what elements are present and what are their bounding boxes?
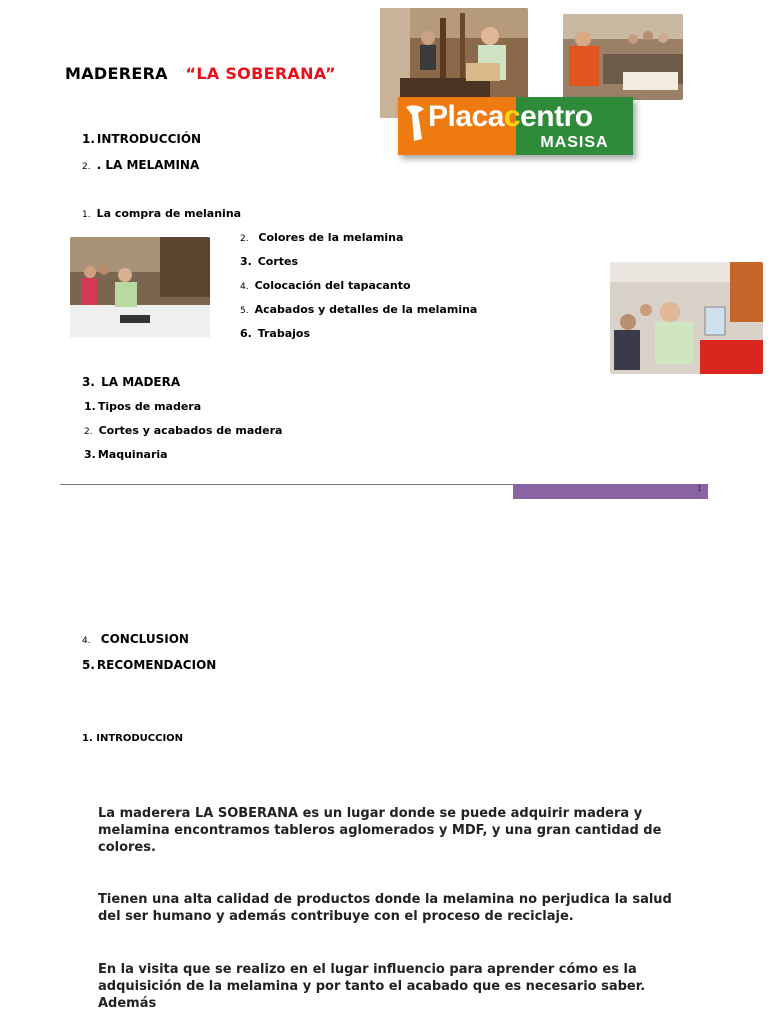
page-title	[65, 64, 336, 83]
madera-item-cortes: 2. Cortes y acabados de madera	[84, 424, 283, 437]
melamina-item-acabados: 5. Acabados y detalles de la melamina	[240, 303, 478, 316]
title-highlight: “LA SOBERANA”	[185, 64, 336, 83]
paragraph-1: La maderera LA SOBERANA es un lugar donde se puede adquirir madera y melamina encontramos tableros aglomerados y MDF, y una gran cantidad de colores.	[98, 806, 662, 855]
title-prefix: MADERERA	[65, 64, 168, 83]
page-number: 1	[697, 484, 703, 493]
melamina-item-colores: 2. Colores de la melamina	[240, 231, 404, 244]
toc-item-conclusion: 4. CONCLUSION	[82, 632, 189, 646]
toc-item-introduccion: 1. INTRODUCCIÓN	[82, 132, 202, 146]
toc-item-recomendacion: 5. RECOMENDACION	[82, 658, 217, 672]
footer-bar	[513, 484, 708, 499]
melamina-item-compra: 1. La compra de melanina	[82, 207, 242, 220]
placacentro-logo	[398, 97, 633, 155]
logo-wordmark: Placacentro	[428, 100, 593, 133]
toc-item-melamina: 2. . LA MELAMINA	[82, 158, 200, 172]
toc-item-madera: 3. LA MADERA	[82, 375, 181, 389]
madera-item-maquinaria: 3. Maquinaria	[84, 448, 168, 461]
logo-subtitle: MASISA	[540, 134, 609, 151]
paragraph-2: Tienen una alta calidad de productos donde la melamina no perjudica la salud del ser humano y además contribuye con el proceso de reciclaje.	[98, 892, 672, 924]
melamina-item-trabajos: 6. Trabajos	[240, 327, 311, 340]
melamina-item-cortes: 3. Cortes	[240, 255, 299, 268]
workshop-photo-2	[563, 14, 683, 100]
madera-item-tipos: 1. Tipos de madera	[84, 400, 202, 413]
section-heading: 1. INTRODUCCION	[82, 733, 184, 744]
showroom-photo	[70, 237, 210, 337]
woodpecker-icon	[402, 103, 428, 143]
melamina-item-tapacanto: 4. Colocación del tapacanto	[240, 279, 411, 292]
office-photo	[610, 262, 763, 374]
paragraph-3: En la visita que se realizo en el lugar influencio para aprender cómo es la adquisición de la melamina y por tanto el acabado que es necesario saber. Además	[98, 962, 646, 1011]
